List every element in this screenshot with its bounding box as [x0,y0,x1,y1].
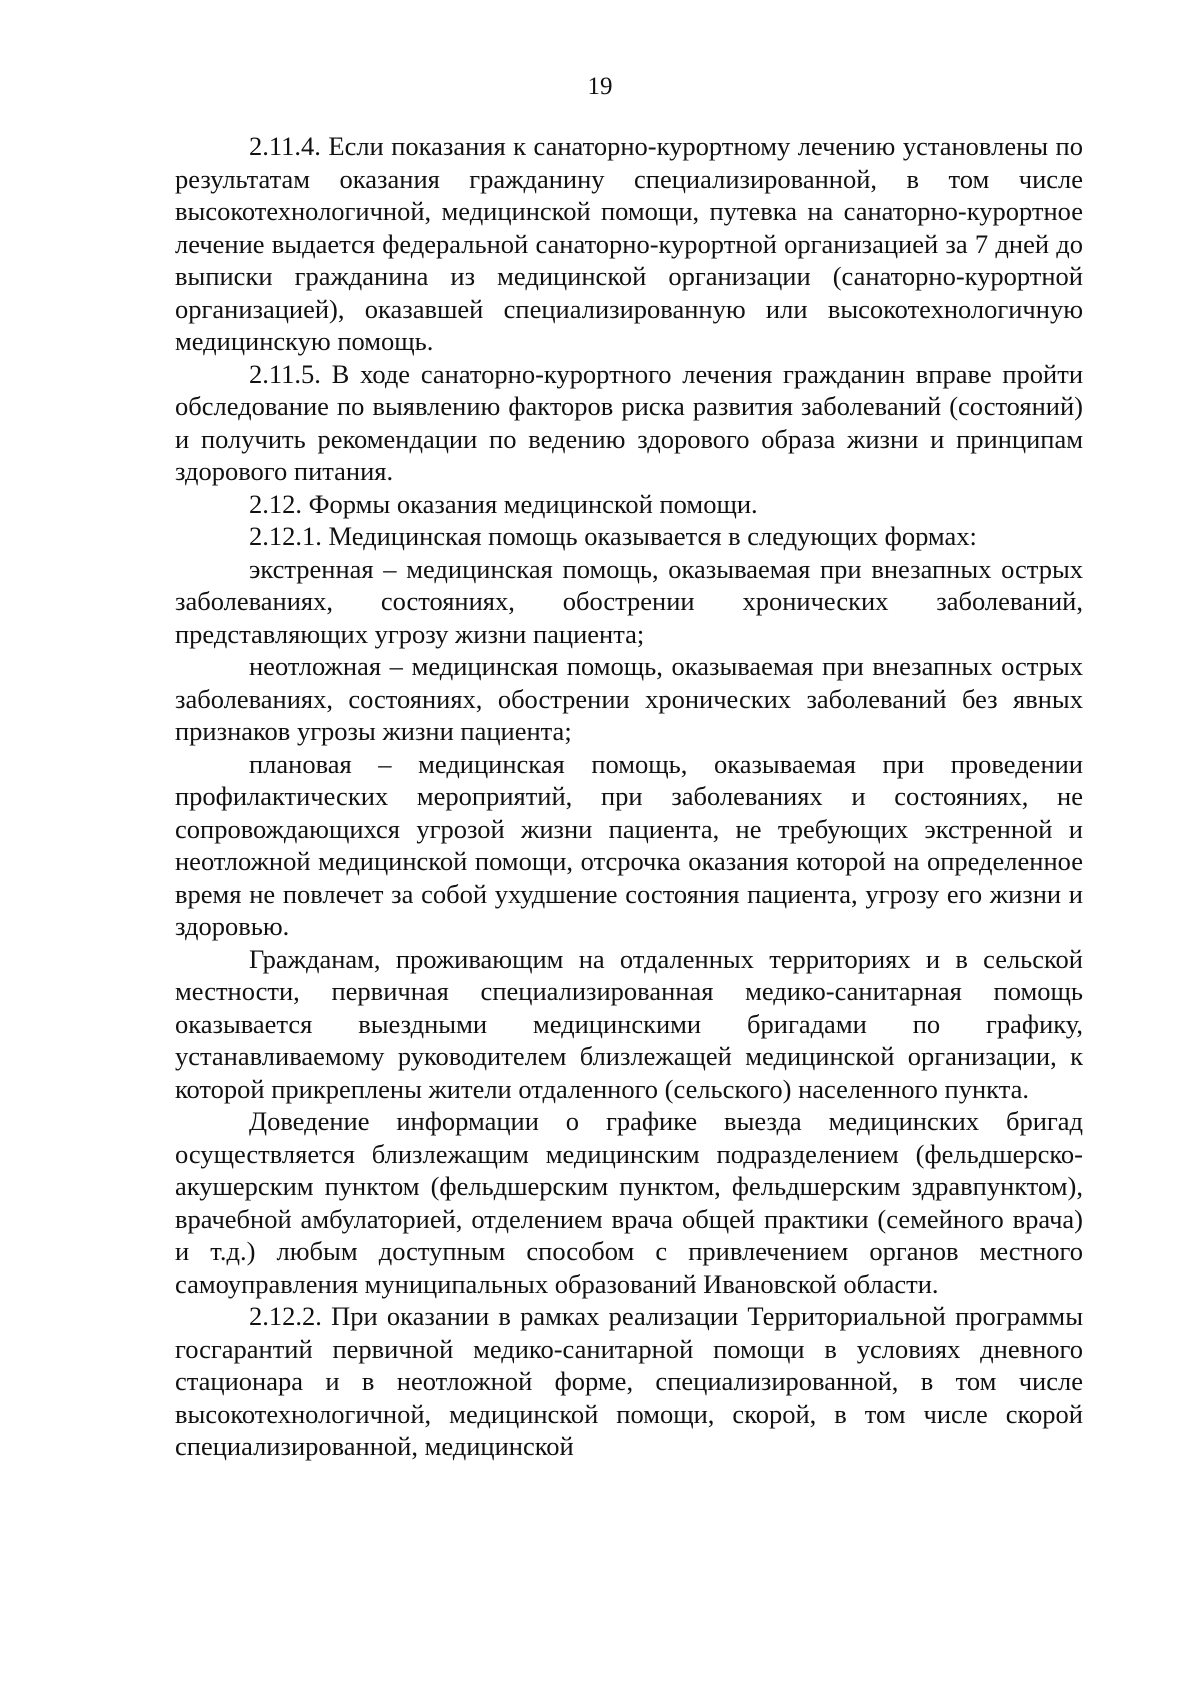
paragraph-2-11-5: 2.11.5. В ходе санаторно-курортного лечения гражданин вправе пройти обследование по выявлению факторов риска развития заболеваний (состояний) и получить рекомендации по ведению здорового образа жизни и принципам здорового питания. [175,358,1083,486]
paragraph-2-12-1: 2.12.1. Медицинская помощь оказывается в следующих формах: [249,521,977,551]
paragraph-rural-residents: Гражданам, проживающим на отдаленных территориях и в сельской местности, первичная специализированная медико-санитарная помощь оказывается выездными медицинскими бригадами по графику, устанавливаемому руководителем близлежащей медицинской организации, к которой прикреплены жители отдаленного (сельского) населенного пункта. [175,943,1083,1104]
paragraph-planned-form: плановая – медицинская помощь, оказываемая при проведении профилактических мероприятий, при заболеваниях и состояниях, не сопровождающихся угрозой жизни пациента, не требующих экстренной и неотложной медицинской помощи, отсрочка оказания которой на определенное время не повлечет за собой ухудшение состояния пациента, угрозу его жизни и здоровью. [175,748,1083,941]
page-number: 19 [587,73,613,100]
paragraph-2-11-4: 2.11.4. Если показания к санаторно-курортному лечению установлены по результатам оказания гражданину специализированной, в том числе высокотехнологичной, медицинской помощи, путевка на санаторно-курортное лечение выдается федеральной санаторно-курортной организацией за 7 дней до выписки гражданина из медицинской организации (санаторно-курортной организацией), оказавшей специализированную или высокотехнологичную медицинскую помощь. [175,131,1083,356]
paragraph-2-12-2: 2.12.2. При оказании в рамках реализации Территориальной программы госгарантий первичной медико-санитарной помощи в условиях дневного стационара и в неотложной форме, специализированной, в том числе высокотехнологичной, медицинской помощи, скорой, в том числе скорой специализированной, медицинской [175,1301,1083,1461]
document-body [175,130,1083,1463]
paragraph-emergency-form: экстренная – медицинская помощь, оказываемая при внезапных острых заболеваниях, состояниях, обострении хронических заболеваний, представляющих угрозу жизни пациента; [175,553,1083,649]
paragraph-schedule-information: Доведение информации о графике выезда медицинских бригад осуществляется близлежащим медицинским подразделением (фельдшерско-акушерским пунктом (фельдшерским пунктом, фельдшерским здравпунктом), врачебной амбулаторией, отделением врача общей практики (семейного врача) и т.д.) любым доступным способом с привлечением органов местного самоуправления муниципальных образований Ивановской области. [175,1106,1083,1299]
paragraph-urgent-form: неотложная – медицинская помощь, оказываемая при внезапных острых заболеваниях, состояниях, обострении хронических заболеваний без явных признаков угрозы жизни пациента; [175,651,1083,746]
paragraph-2-12-heading: 2.12. Формы оказания медицинской помощи. [249,488,758,519]
